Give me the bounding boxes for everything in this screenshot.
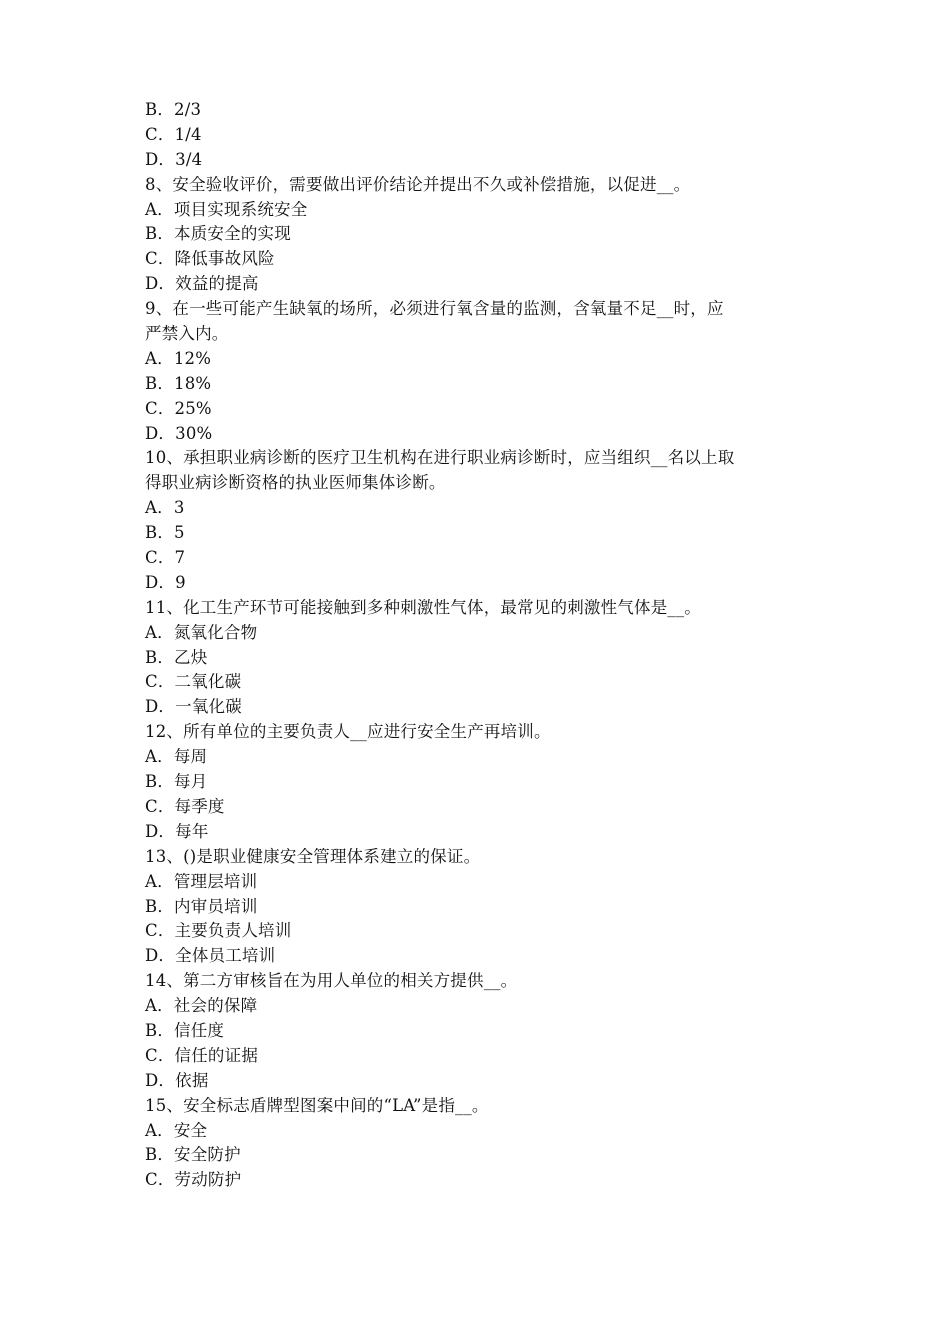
option-line: B．乙炔 (145, 647, 208, 667)
option-line: D．全体员工培训 (145, 946, 276, 966)
option-line: B．信任度 (145, 1020, 225, 1040)
option-line: D．3/4 (145, 149, 203, 169)
option-line: B．安全防护 (145, 1145, 241, 1165)
option-line: D．效益的提高 (145, 274, 259, 294)
question-13: 13、()是职业健康安全管理体系建立的保证。 (145, 846, 481, 866)
option-line: A．安全 (145, 1120, 208, 1140)
option-line: A．管理层培训 (145, 871, 258, 891)
question-10: 10、承担职业病诊断的医疗卫生机构在进行职业病诊断时，应当组织__名以上取 (145, 448, 735, 468)
option-line: C．7 (145, 548, 186, 568)
option-line: A．社会的保障 (145, 996, 258, 1016)
question-14: 14、第二方审核旨在为用人单位的相关方提供__。 (145, 971, 518, 991)
option-line: A．氮氧化合物 (145, 622, 258, 642)
option-line: A．每周 (145, 747, 208, 767)
question-12: 12、所有单位的主要负责人__应进行安全生产再培训。 (145, 722, 551, 742)
option-line: D．一氧化碳 (145, 697, 242, 717)
option-line: B．每月 (145, 772, 208, 792)
option-line: D．30% (145, 423, 213, 443)
question-9-continued: 严禁入内。 (145, 324, 229, 344)
option-line: C．信任的证据 (145, 1045, 259, 1065)
option-line: B．本质安全的实现 (145, 224, 291, 244)
option-line: B．内审员培训 (145, 896, 258, 916)
question-11: 11、化工生产环节可能接触到多种刺激性气体，最常见的刺激性气体是__。 (145, 597, 701, 617)
option-line: A．3 (145, 498, 185, 518)
option-line: A．项目实现系统安全 (145, 199, 308, 219)
option-line: C．二氧化碳 (145, 672, 242, 692)
option-line: B．18% (145, 373, 212, 393)
option-line: C．25% (145, 398, 212, 418)
option-line: C．劳动防护 (145, 1170, 242, 1190)
question-8: 8、安全验收评价，需要做出评价结论并提出不久或补偿措施，以促进__。 (145, 174, 691, 194)
option-line: B．5 (145, 523, 185, 543)
option-line: C．主要负责人培训 (145, 921, 292, 941)
option-line: B．2/3 (145, 100, 202, 119)
option-line: D．每年 (145, 821, 209, 841)
question-9: 9、在一些可能产生缺氧的场所，必须进行氧含量的监测，含氧量不足__时，应 (145, 299, 724, 319)
option-line: D．9 (145, 572, 186, 592)
question-15: 15、安全标志盾牌型图案中间的“LA”是指__。 (145, 1095, 489, 1115)
option-line: C．每季度 (145, 796, 225, 816)
question-10-continued: 得职业病诊断资格的执业医师集体诊断。 (145, 473, 446, 493)
option-line: C．降低事故风险 (145, 249, 275, 269)
option-line: A．12% (145, 348, 212, 368)
option-line: C．1/4 (145, 124, 202, 144)
option-line: D．依据 (145, 1070, 209, 1090)
exam-question-text (145, 98, 815, 1193)
